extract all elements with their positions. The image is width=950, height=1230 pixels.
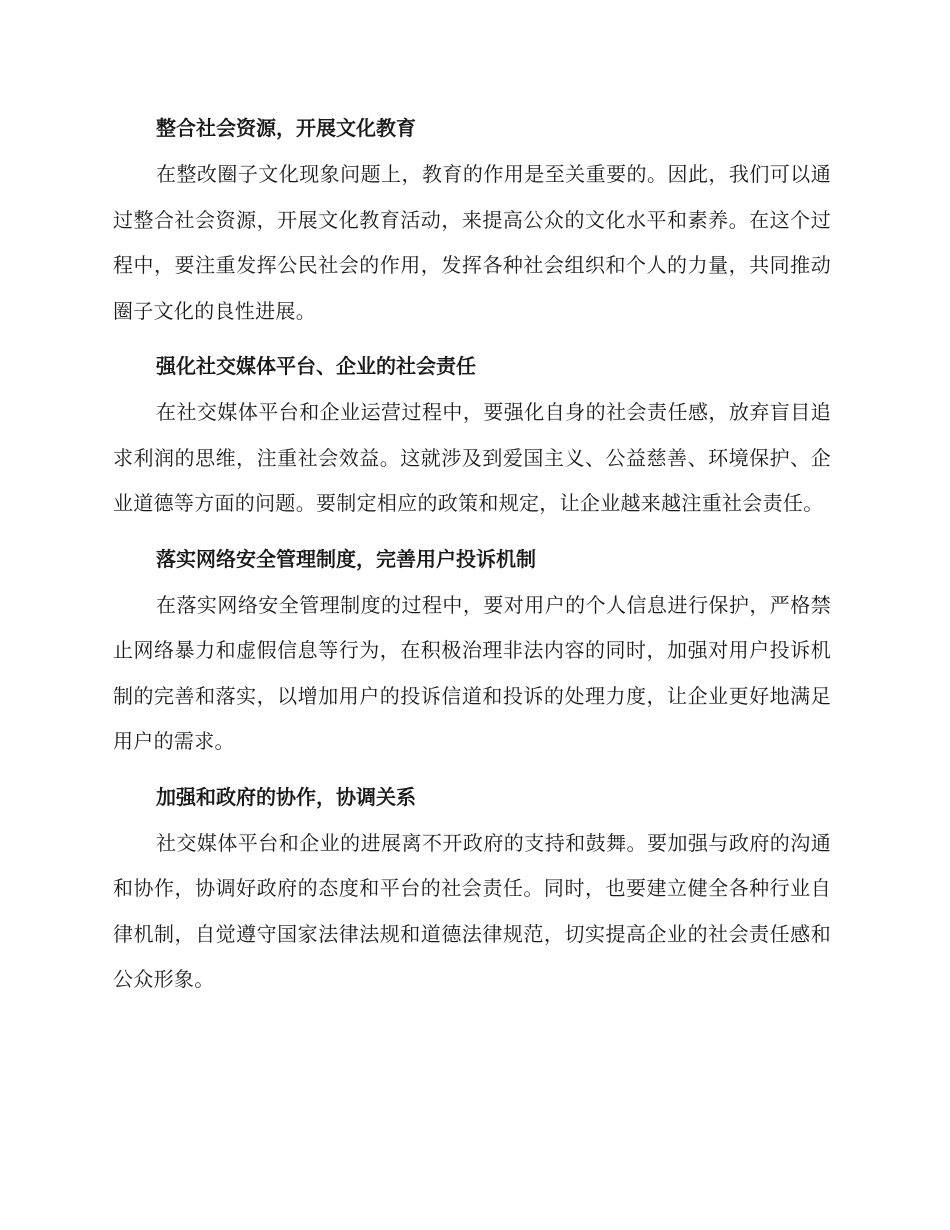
section-heading: 整合社会资源，开展文化教育 bbox=[156, 116, 416, 140]
section-paragraph: 在社交媒体平台和企业运营过程中，要强化自身的社会责任感，放弃盲目追求利润的思维，注重社会效益。这就涉及到爱国主义、公益慈善、环境保护、企业道德等方面的问题。要制定相应的政策和规定，让企业越来越注重社会责任。 bbox=[113, 400, 831, 515]
section-1 bbox=[113, 104, 831, 334]
section-paragraph: 在落实网络安全管理制度的过程中，要对用户的个人信息进行保护，严格禁止网络暴力和虚假信息等行为，在积极治理非法内容的同时，加强对用户投诉机制的完善和落实，以增加用户的投诉信道和投诉的处理力度，让企业更好地满足用户的需求。 bbox=[113, 592, 831, 753]
section-heading: 加强和政府的协作，协调关系 bbox=[156, 784, 416, 809]
section-heading: 落实网络安全管理制度，完善用户投诉机制 bbox=[156, 546, 536, 571]
section-4 bbox=[113, 773, 831, 1003]
section-paragraph: 在整改圈子文化现象问题上，教育的作用是至关重要的。因此，我们可以通过整合社会资源，开展文化教育活动，来提高公众的文化水平和素养。在这个过程中，要注重发挥公民社会的作用，发挥各种社会组织和个人的力量，共同推动圈子文化的良性进展。 bbox=[113, 162, 831, 323]
section-2 bbox=[113, 342, 831, 527]
section-heading: 强化社交媒体平台、企业的社会责任 bbox=[156, 354, 476, 378]
section-3 bbox=[113, 535, 831, 765]
section-paragraph: 社交媒体平台和企业的进展离不开政府的支持和鼓舞。要加强与政府的沟通和协作，协调好政府的态度和平台的社会责任。同时，也要建立健全各种行业自律机制，自觉遵守国家法律法规和道德法律规范，切实提高企业的社会责任感和公众形象。 bbox=[113, 830, 831, 991]
document-page bbox=[113, 104, 831, 1011]
